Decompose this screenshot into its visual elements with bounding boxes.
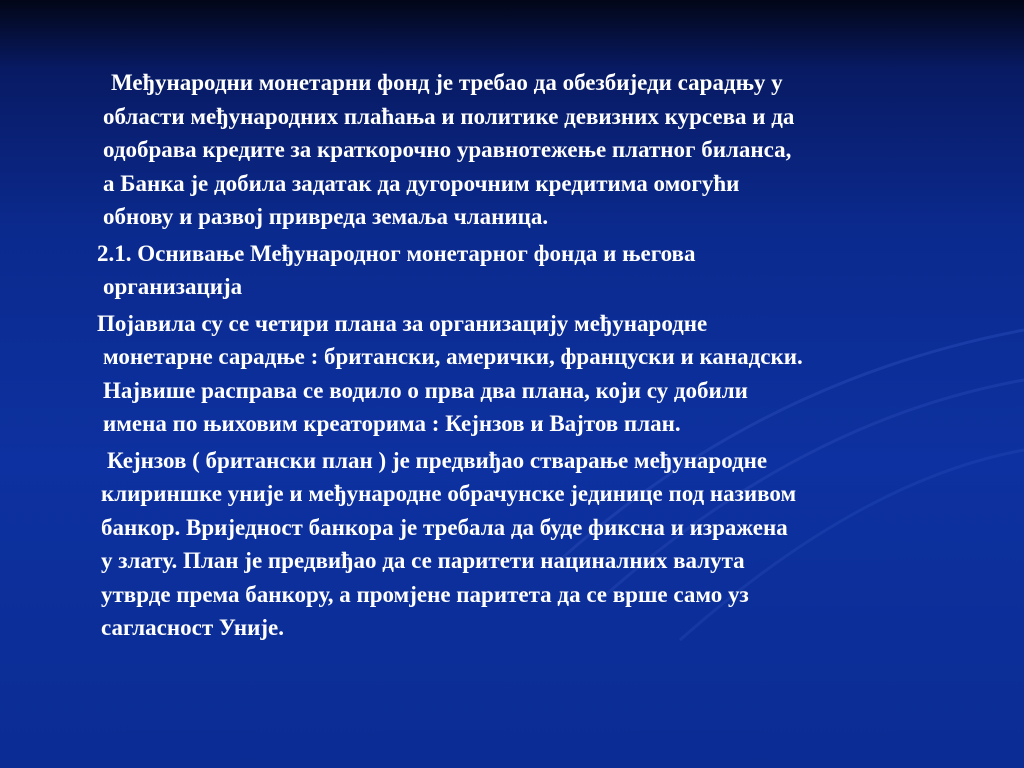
text-line: монетарне сарадње : британски, амерички, француски и канадски. (103, 344, 803, 369)
text-line: Међународни монетарни фонд је требао да обезбиједи сарадњу у (111, 70, 783, 95)
text-line: клириншке уније и међународне обрачунске јединице под називом (101, 481, 797, 506)
text-line: сагласност Уније. (101, 615, 285, 640)
text-line: одобрава кредите за краткорочно уравнотежење платног биланса, (103, 137, 792, 162)
section-heading (97, 237, 977, 304)
text-line: области међународних плаћања и политике девизних курсева и да (103, 103, 795, 129)
text-line: обнову и развој привреда земаља чланица. (103, 204, 549, 229)
text-line: Кејнзов ( британски план ) је предвиђао стварање међународне (107, 447, 768, 473)
paragraph-imf-purpose (97, 66, 977, 234)
text-line: а Банка је добила задатак да дугорочним кредитима омогући (103, 170, 740, 196)
text-line: имена по њиховим креаторима : Кејнзов и Вајтов план. (103, 411, 681, 436)
text-line: Појавила су се четири плана за организацију међународне (97, 310, 708, 336)
text-line: утврде према банкору, а промјене паритета да се врше само уз (101, 581, 749, 607)
text-line: 2.1. Оснивање Међународног монетарног фонда и његова (97, 240, 696, 266)
text-line: банкор. Вриједност банкора је требала да буде фиксна и изражена (101, 514, 788, 540)
text-line: Највише расправа се водило о прва два плана, који су добили (103, 377, 748, 403)
slide-body (97, 66, 977, 648)
text-line: организација (103, 274, 243, 299)
paragraph-keynes-plan (97, 444, 977, 645)
text-line: у злату. План је предвиђао да се паритети нациналних валута (101, 548, 745, 573)
paragraph-plans (97, 307, 977, 441)
